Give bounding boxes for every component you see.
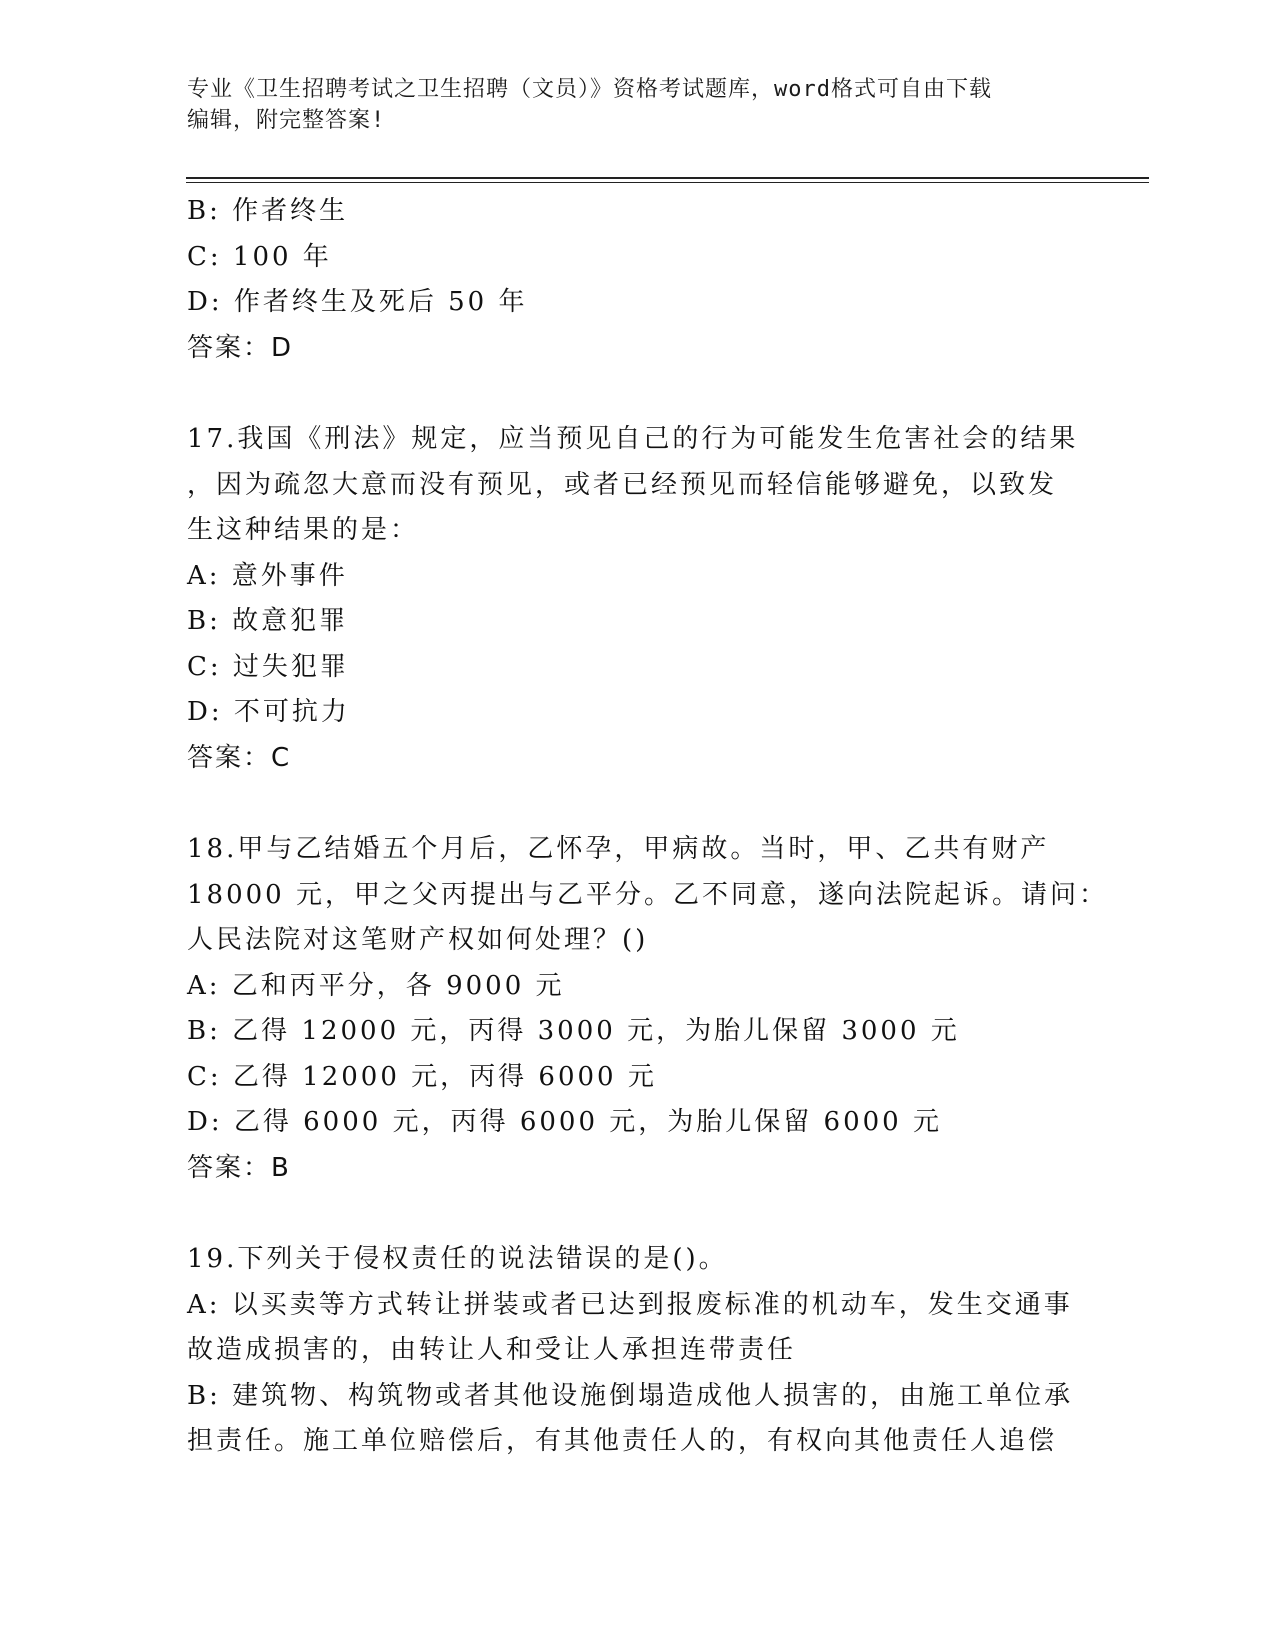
option-line: B: 乙得 12000 元，丙得 3000 元，为胎儿保留 3000 元 (187, 1016, 960, 1046)
option-line: 故造成损害的，由转让人和受让人承担连带责任 (187, 1335, 797, 1365)
option-line: A: 乙和丙平分，各 9000 元 (187, 970, 565, 1001)
spacer (187, 781, 1087, 827)
question-text-line: 人民法院对这笔财产权如何处理？() (187, 925, 649, 955)
option-line: B: 作者终生 (187, 196, 349, 226)
spacer (187, 371, 1087, 417)
option-line: D: 作者终生及死后 50 年 (187, 287, 528, 317)
page-header (187, 74, 1067, 136)
option-line: 担责任。施工单位赔偿后，有其他责任人的，有权向其他责任人追偿 (187, 1426, 1058, 1456)
header-divider-thick (186, 177, 1149, 179)
option-line: C: 乙得 12000 元，丙得 6000 元 (187, 1061, 657, 1092)
option-line: B: 建筑物、构筑物或者其他设施倒塌造成他人损害的，由施工单位承 (187, 1380, 1074, 1411)
option-line: A: 意外事件 (187, 560, 348, 591)
question-text-line: 17.我国《刑法》规定，应当预见自己的行为可能发生危害社会的结果 (187, 424, 1079, 454)
option-line: D: 不可抗力 (187, 697, 350, 727)
header-line-2: 编辑，附完整答案! (187, 108, 386, 133)
question-list (187, 189, 1108, 1465)
option-line: A: 以买卖等方式转让拼装或者已达到报废标准的机动车，发生交通事 (187, 1289, 1073, 1320)
header-divider-thin (186, 182, 1149, 183)
question-text-line: 18000 元，甲之父丙提出与乙平分。乙不同意，遂向法院起诉。请问： (187, 879, 1108, 910)
answer-line: 答案：B (187, 1152, 291, 1183)
option-line: B: 故意犯罪 (187, 606, 349, 636)
answer-line: 答案：C (187, 742, 292, 773)
answer-line: 答案：D (187, 332, 294, 363)
question-text-line: ，因为疏忽大意而没有预见，或者已经预见而轻信能够避免，以致发 (187, 469, 1058, 500)
question-text-line: 19.下列关于侵权责任的说法错误的是()。 (187, 1244, 728, 1274)
option-line: D: 乙得 6000 元，丙得 6000 元，为胎儿保留 6000 元 (187, 1107, 942, 1137)
question-text-line: 生这种结果的是： (187, 515, 420, 545)
option-line: C: 过失犯罪 (187, 651, 349, 682)
question-text-line: 18.甲与乙结婚五个月后，乙怀孕，甲病故。当时，甲、乙共有财产 (187, 834, 1050, 864)
option-line: C: 100 年 (187, 241, 332, 272)
spacer (187, 1191, 1087, 1237)
header-line-1: 专业《卫生招聘考试之卫生招聘（文员）》资格考试题库，word格式可自由下载 (187, 77, 992, 102)
